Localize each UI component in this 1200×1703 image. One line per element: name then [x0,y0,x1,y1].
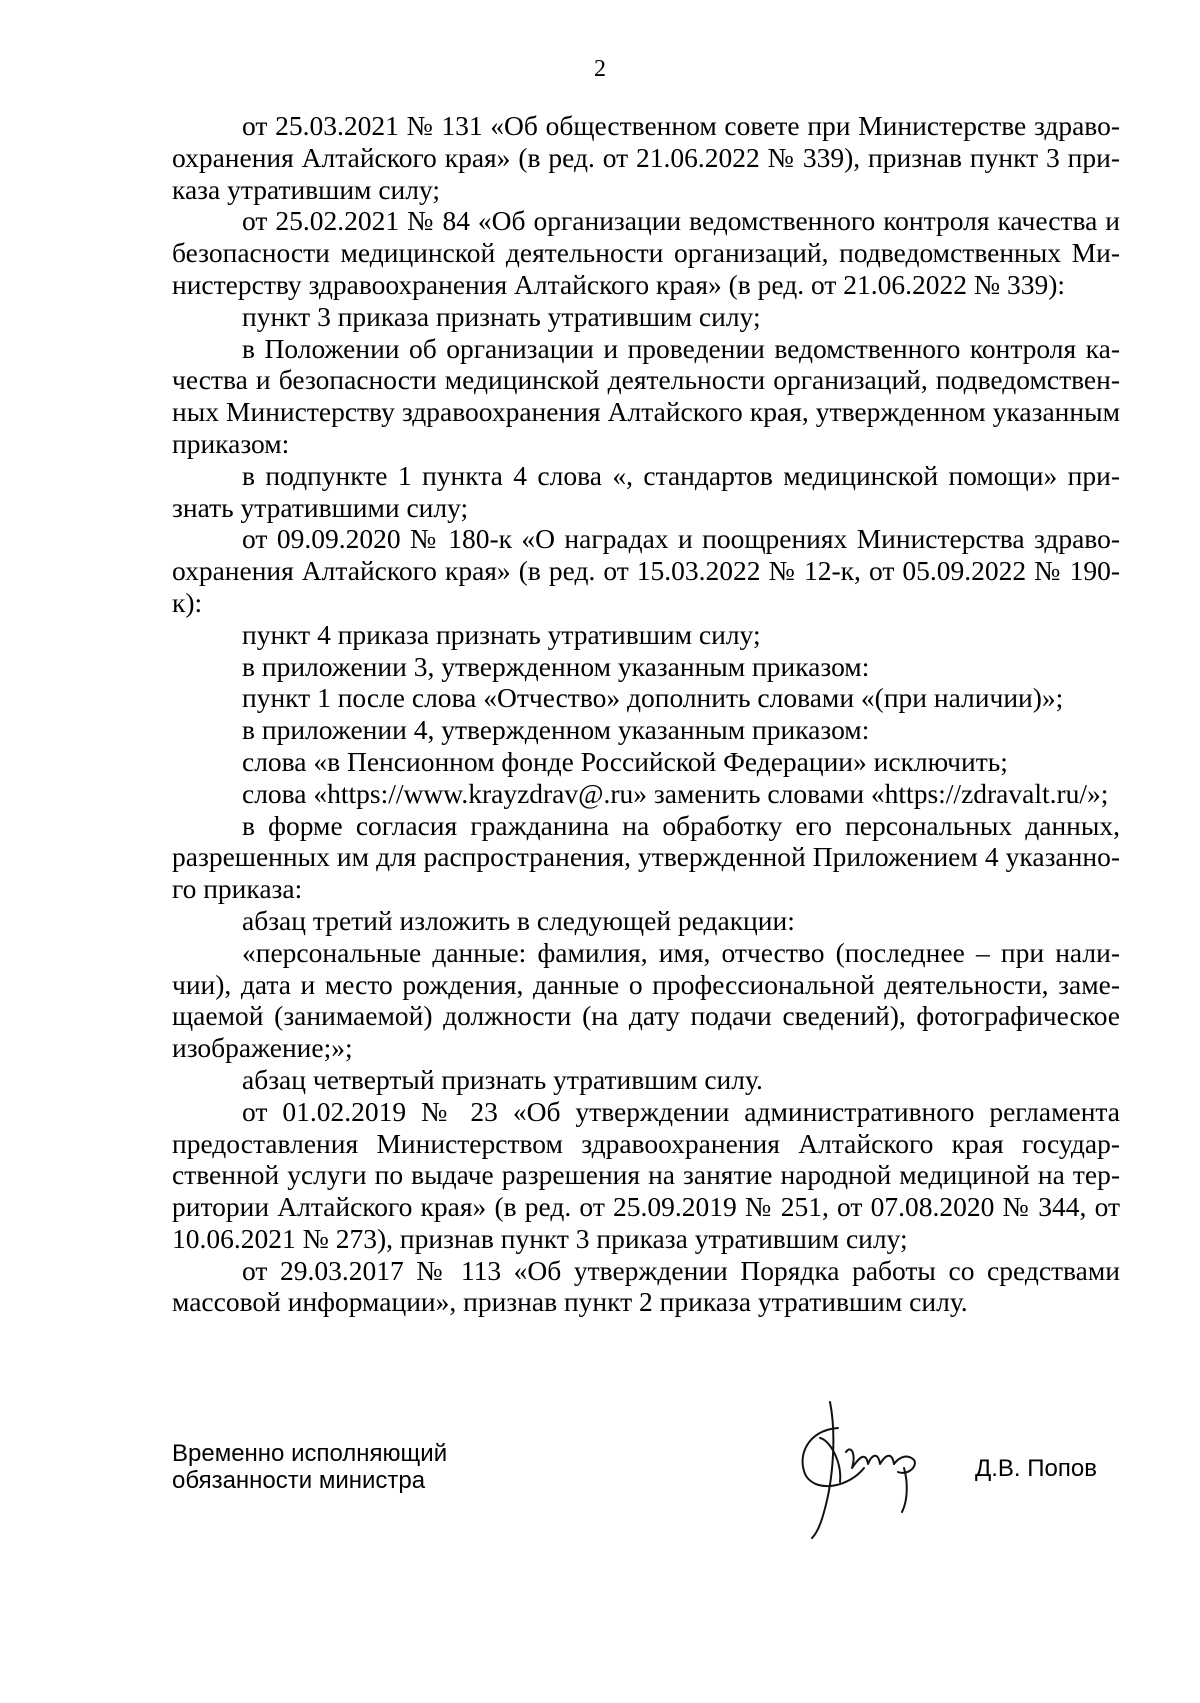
paragraph: пункт 1 после слова «Отчество» дополнить словами «(при наличии)»; [242,682,1064,714]
paragraph: от 29.03.2017 № 113 «Об утверждении Порядка работы со средствами массовой информации», признав пункт 2 приказа утратившим силу. [172,1254,1120,1318]
paragraph: абзац третий изложить в следующей редакции: [242,904,795,936]
paragraph: «персональные данные: фамилия, имя, отчество (последнее – при наличии), дата и место рождения, данные о профессиональной деятельности, замещаемой (занимаемой) должности (на дату подачи сведений), фотографическое изображение;»; [172,936,1120,1064]
handwritten-signature [790,1382,930,1542]
document-body [172,110,1120,1318]
paragraph: пункт 3 приказа признать утратившим силу; [242,300,761,332]
paragraph: слова «в Пенсионном фонде Российской Федерации» исключить; [242,745,1008,777]
paragraph: от 25.02.2021 № 84 «Об организации ведомственного контроля качества и безопасности медицинской деятельности организаций, подведомственных Министерству здравоохранения Алтайского края» (в ред. от 21.06.2022 № 339): [172,205,1120,300]
paragraph: в приложении 4, утвержденном указанным приказом: [242,714,870,746]
paragraph: от 25.03.2021 № 131 «Об общественном совете при Министерстве здравоохранения Алтайского края» (в ред. от 21.06.2022 № 339), признав пункт 3 приказа утратившим силу; [172,110,1120,205]
paragraph: пункт 4 приказа признать утратившим силу; [242,618,761,650]
paragraph: абзац четвертый признать утратившим силу. [242,1063,763,1095]
signatory-position [172,1440,447,1494]
paragraph: в приложении 3, утвержденном указанным приказом: [242,650,870,682]
paragraph: от 09.09.2020 № 180-к «О наградах и поощрениях Министерства здравоохранения Алтайского края» (в ред. от 15.03.2022 № 12-к, от 05.09.2022 № 190-к): [172,523,1120,618]
paragraph: в Положении об организации и проведении ведомственного контроля качества и безопасности медицинской деятельности организаций, подведомственных Министерству здравоохранения Алтайского края, утвержденном указанным приказом: [172,332,1120,459]
paragraph: от 01.02.2019 № 23 «Об утверждении административного регламента предоставления Министерством здравоохранения Алтайского края государственной услуги по выдаче разрешения на занятие народной медициной на территории Алтайского края» (в ред. от 25.09.2019 № 251, от 07.08.2020 № 344, от 10.06.2021 № 273), признав пункт 3 приказа утратившим силу; [172,1095,1120,1254]
paragraph: слова «https://www.krayzdrav@.ru» заменить словами «https://zdravalt.ru/»; [242,777,1109,809]
paragraph: в подпункте 1 пункта 4 слова «, стандартов медицинской помощи» признать утратившими силу; [172,459,1120,523]
signatory-name: Д.В. Попов [975,1455,1097,1482]
signatory-position-line: Временно исполняющий [172,1440,448,1467]
signatory-position-line: обязанности министра [172,1467,426,1494]
paragraph: в форме согласия гражданина на обработку его персональных данных, разрешенных им для распространения, утвержденной Приложением 4 указанного приказа: [172,809,1120,905]
page-number: 2 [594,56,606,82]
